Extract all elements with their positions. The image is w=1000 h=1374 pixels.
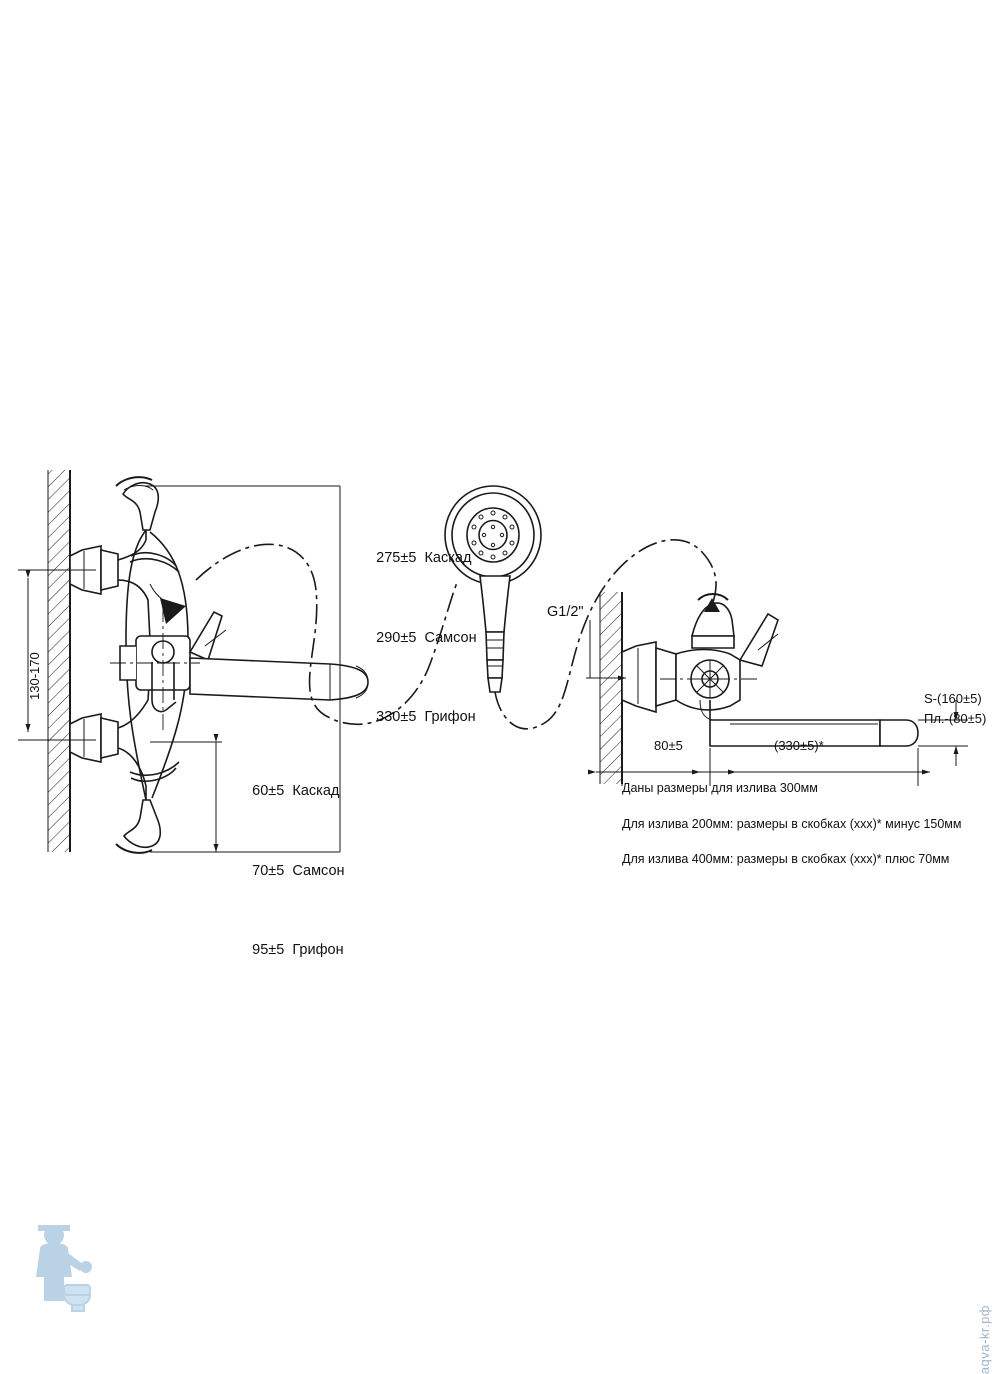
lower-value-2: 95±5 xyxy=(252,941,285,958)
lower-model-2: Грифон xyxy=(292,941,344,958)
lower-labels-group xyxy=(228,763,345,958)
lower-model-1: Самсон xyxy=(292,862,345,879)
thread-label: G1/2" xyxy=(547,604,584,620)
note-1: Для излива 200мм: размеры в скобках (ххх)* минус 150мм xyxy=(622,816,962,831)
dim-label-spout-length: (330±5)* xyxy=(774,738,824,753)
dim-label-wall-offset: 80±5 xyxy=(654,738,683,753)
height-value-0: 275±5 xyxy=(376,550,417,567)
height-labels-group xyxy=(352,530,477,725)
dim-label-130-170: 130-170 xyxy=(27,652,42,700)
dim-label-pl: Пл.-(80±5) xyxy=(924,711,987,726)
right-mixer-body xyxy=(622,594,918,746)
height-value-2: 330±5 xyxy=(376,708,417,725)
plumber-icon xyxy=(18,1219,108,1319)
height-model-1: Самсон xyxy=(424,629,477,646)
watermark-text: aqva-kr.рф xyxy=(977,1305,992,1374)
lower-model-0: Каскад xyxy=(292,783,340,800)
height-model-0: Каскад xyxy=(424,550,472,567)
right-wall xyxy=(600,592,622,784)
lower-value-0: 60±5 xyxy=(252,783,285,800)
left-wall xyxy=(48,470,70,852)
note-2: Для излива 400мм: размеры в скобках (ххх)* плюс 70мм xyxy=(622,852,950,866)
note-0: Даны размеры для излива 300мм xyxy=(622,781,818,795)
dim-label-s: S-(160±5) xyxy=(924,691,982,706)
lower-value-1: 70±5 xyxy=(252,862,285,879)
height-model-2: Грифон xyxy=(424,708,476,725)
notes-block xyxy=(622,780,962,866)
height-value-1: 290±5 xyxy=(376,629,417,646)
